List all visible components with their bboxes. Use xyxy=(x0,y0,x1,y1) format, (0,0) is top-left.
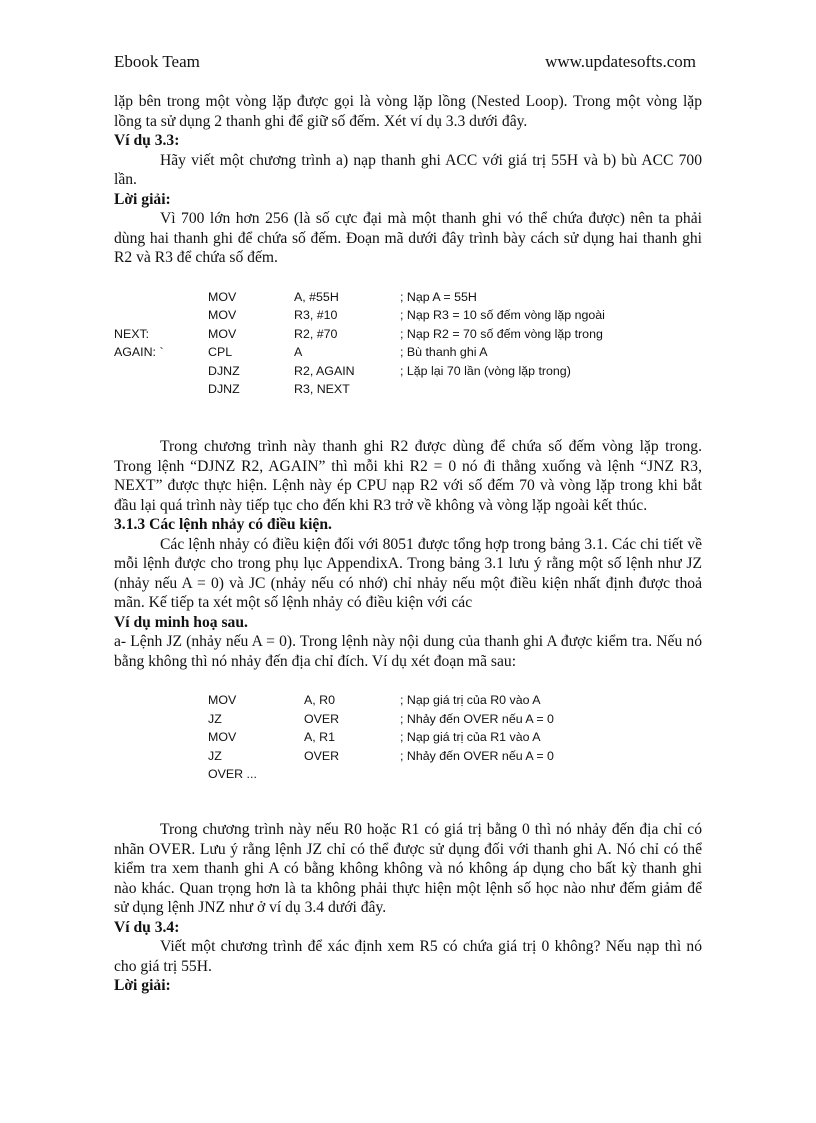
code-comment: ; Nạp giá trị của R0 vào A xyxy=(400,693,541,708)
spacer xyxy=(114,806,702,820)
heading-solution-1: Lời giải: xyxy=(114,190,171,208)
code-comment: ; Nạp giá trị của R1 vào A xyxy=(400,730,541,745)
code-line xyxy=(114,288,702,307)
code-op: MOV xyxy=(208,289,237,304)
code-op: DJNZ xyxy=(208,363,240,378)
code-op: MOV xyxy=(208,326,237,341)
code-comment: ; Nạp R2 = 70 số đếm vòng lặp trong xyxy=(400,326,603,341)
spacer xyxy=(114,784,702,806)
code-op: MOV xyxy=(208,730,237,745)
code-line xyxy=(114,343,702,362)
code-args: R2, AGAIN xyxy=(294,363,355,378)
code-comment: ; Nhảy đến OVER nếu A = 0 xyxy=(400,711,554,726)
header-right-url: www.updatesofts.com xyxy=(545,52,696,71)
code-line xyxy=(114,747,702,766)
code-block-2 xyxy=(114,691,702,784)
heading-illustrative-examples: Ví dụ minh hoạ sau. xyxy=(114,613,248,631)
code-op: MOV xyxy=(208,693,237,708)
code-op: MOV xyxy=(208,308,237,323)
code-args: OVER xyxy=(304,748,340,763)
code-comment: ; Bù thanh ghi A xyxy=(400,345,488,360)
heading-section-3-1-3: 3.1.3 Các lệnh nhảy có điều kiện. xyxy=(114,516,332,534)
code-block-1 xyxy=(114,288,702,400)
code-args: OVER xyxy=(304,711,340,726)
paragraph-example-3-4: Viết một chương trình để xác định xem R5 có chứa giá trị 0 không? Nếu nạp thì nó cho giá trị 55H. xyxy=(114,938,702,975)
code-args: R3, NEXT xyxy=(294,382,350,397)
paragraph-after-code-1: Trong chương trình này thanh ghi R2 được dùng để chứa số đếm vòng lặp trong. Trong lệnh “DJNZ R2, AGAIN” thì mỗi khi R2 = 0 nó đi thẳng xuống và lệnh “JNZ R3, NEXT” được thực hiện. Lệnh này ép CPU nạp R2 với số đếm 70 và vòng lặp trong khi bắt đầu lại quá trình này tiếp tục cho đến khi R3 trở về không và vòng lặp ngoài kết thúc. xyxy=(114,438,702,514)
code-op: CPL xyxy=(208,345,233,360)
header-left-title: Ebook Team xyxy=(114,52,200,71)
paragraph-jz: a- Lệnh JZ (nhảy nếu A = 0). Trong lệnh này nội dung của thanh ghi A được kiểm tra. Nếu nó bằng không thì nó nhảy đến địa chỉ đích. Ví dụ xét đoạn mã sau: xyxy=(114,633,702,670)
page-header xyxy=(114,52,696,76)
code-op: OVER ... xyxy=(208,767,257,782)
code-label: NEXT: xyxy=(114,326,150,341)
code-args: A, #55H xyxy=(294,289,339,304)
paragraph-solution-1: Vì 700 lớn hơn 256 (là số cực đại mà một thanh ghi vó thể chứa được) nên ta phải dùng hai thanh ghi để chứa số đếm. Đoạn mã dưới đây trình bày cách sử dụng hai thanh ghi R2 và R3 để chứa số đếm. xyxy=(114,210,702,266)
code-line xyxy=(114,728,702,747)
code-args: R2, #70 xyxy=(294,326,338,341)
code-line xyxy=(114,765,702,784)
paragraph-example-3-3: Hãy viết một chương trình a) nạp thanh ghi ACC với giá trị 55H và b) bù ACC 700 lần. xyxy=(114,151,702,188)
code-label: AGAIN: ` xyxy=(114,345,164,360)
code-op: DJNZ xyxy=(208,382,240,397)
code-comment: ; Nạp A = 55H xyxy=(400,289,477,304)
code-line xyxy=(114,362,702,381)
spacer xyxy=(114,671,702,691)
spacer xyxy=(114,399,702,421)
code-line xyxy=(114,380,702,399)
code-comment: ; Lặp lại 70 lần (vòng lặp trong) xyxy=(400,363,571,378)
paragraph-intro: lặp bên trong một vòng lặp được gọi là vòng lặp lồng (Nested Loop). Trong một vòng lặp lồng ta sử dụng 2 thanh ghi để giữ số đếm. Xét ví dụ 3.3 dưới đây. xyxy=(114,93,702,130)
code-line xyxy=(114,325,702,344)
spacer xyxy=(114,421,702,437)
code-op: JZ xyxy=(208,711,222,726)
code-args: A, R0 xyxy=(304,693,335,708)
code-args: A, R1 xyxy=(304,730,335,745)
page-content xyxy=(114,92,702,996)
code-args: A xyxy=(294,345,303,360)
code-op: JZ xyxy=(208,748,222,763)
heading-example-3-4: Ví dụ 3.4: xyxy=(114,918,180,936)
paragraph-after-code-2: Trong chương trình này nếu R0 hoặc R1 có giá trị bằng 0 thì nó nhảy đến địa chỉ có nhãn OVER. Lưu ý rằng lệnh JZ chỉ có thể được sử dụng đối với thanh ghi A. Nó chỉ có thể kiểm tra xem thanh ghi A có bằng không không và nó không áp dụng cho bất kỳ thanh ghi nào khác. Quan trọng hơn là ta không phải thực hiện một lệnh số học nào như đếm giảm để sử dụng lệnh JNZ như ở ví dụ 3.4 dưới đây. xyxy=(114,821,702,917)
heading-solution-2: Lời giải: xyxy=(114,977,171,995)
spacer xyxy=(114,268,702,288)
heading-example-3-3: Ví dụ 3.3: xyxy=(114,132,180,149)
code-comment: ; Nạp R3 = 10 số đếm vòng lặp ngoài xyxy=(400,308,605,323)
paragraph-section-3-1-3: Các lệnh nhảy có điều kiện đối với 8051 được tổng hợp trong bảng 3.1. Các chi tiết về mỗi lệnh được cho trong phụ lục AppendixA. Trong bảng 3.1 lưu ý rằng một số lệnh như JZ (nhảy nếu A = 0) và JC (nhảy nếu có nhớ) chỉ nhảy nếu một điều kiện nhất định được thoả mãn. Kế tiếp ta xét một số lệnh nhảy có điều kiện với các xyxy=(114,535,702,612)
code-line xyxy=(114,691,702,710)
code-args: R3, #10 xyxy=(294,308,338,323)
code-line xyxy=(114,710,702,729)
code-line xyxy=(114,306,702,325)
code-comment: ; Nhảy đến OVER nếu A = 0 xyxy=(400,748,554,763)
